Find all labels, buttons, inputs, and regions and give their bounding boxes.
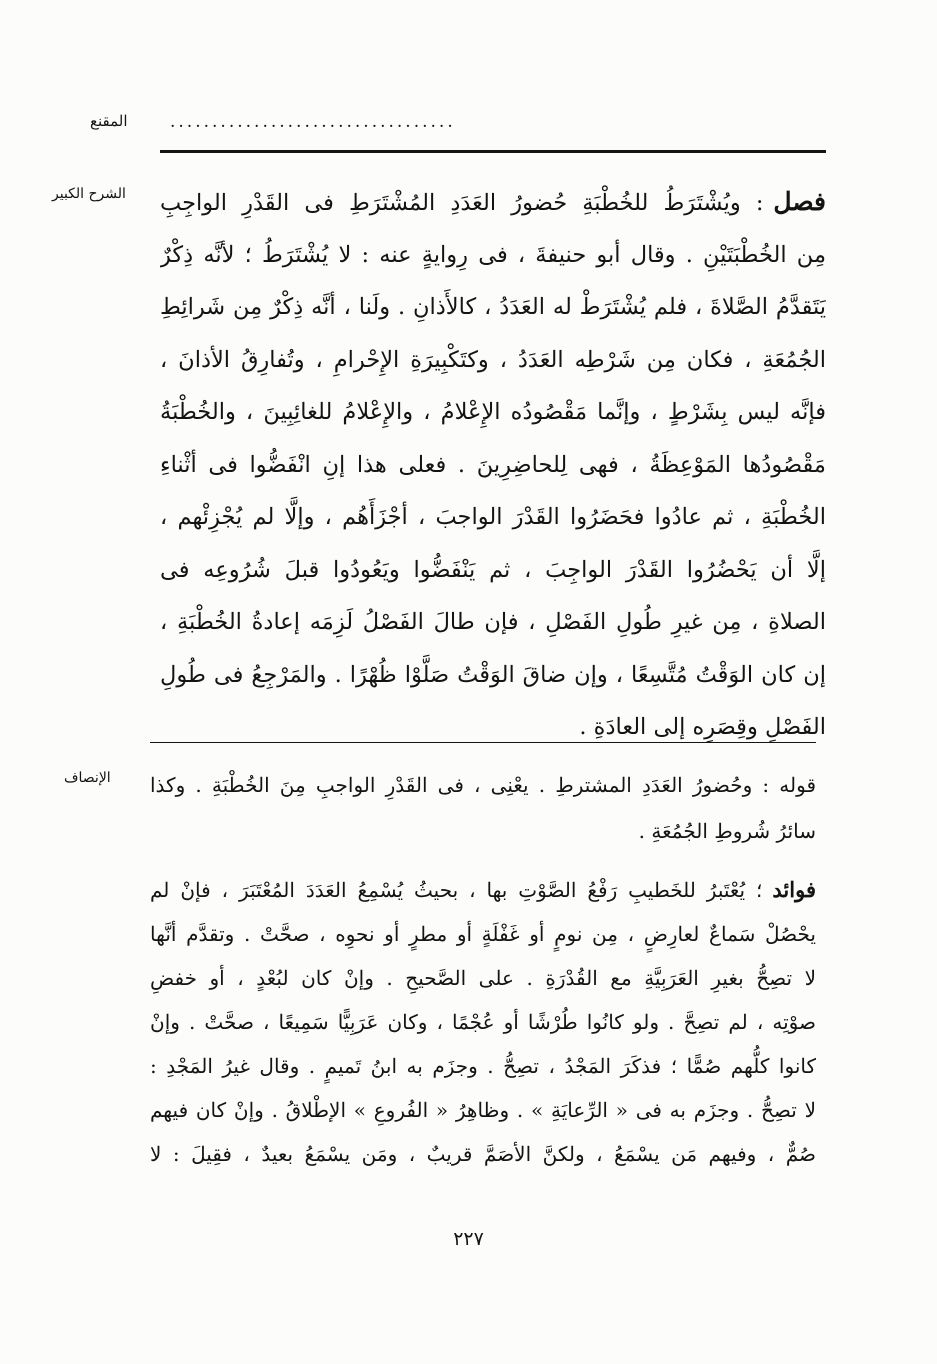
- text-line: كانوا كلُّهم صُمًّا ؛ فذكَرَ المَجْدُ ، تصِحُّ . وجزَم به ابنُ تَميمٍ . وقال غيرُ المَجْدِ :: [150, 1054, 816, 1078]
- insaf-intro: [150, 762, 816, 854]
- book-title: المقنع: [90, 112, 128, 130]
- text-line: فصل: ويُشْتَرَطُ للخُطْبَةِ حُضورُ العَدَدِ المُشْتَرَطِ فى القَدْرِ الواجِبِ: [160, 187, 826, 216]
- fawaid-section: [150, 868, 816, 1176]
- text-line: مَقْصُودُها المَوْعِظَةُ ، فهى لِلحاضِرِينَ . فعلى هذا إنِ انْفَضُّوا فى أثْناءِ: [160, 451, 826, 478]
- text-line: لا تصِحُّ بغيرِ العَرَبِيَّةِ مع القُدْرَةِ . على الصَّحيحِ . وإنْ كان لبُعْدٍ ، أو خفضِ: [150, 966, 816, 990]
- text-line: إلَّا أن يَحْضُرُوا القَدْرَ الواجِبَ ، ثم يَنْفَضُّوا ويَعُودُوا قبلَ شُرُوعِه فى: [160, 556, 826, 583]
- text-line: سائرُ شُروطِ الجُمُعَةِ .: [638, 819, 816, 843]
- running-head: [0, 0, 937, 170]
- text-line: مِن الخُطْبَتَيْنِ . وقال أبو حنيفةَ ، فى رِوايةٍ عنه : لا يُشْتَرَطُ ؛ لأنَّه ذِكْرٌ: [160, 241, 826, 268]
- page-number: ٢٢٧: [453, 1228, 484, 1250]
- text-line: الخُطْبَةِ ، ثم عادُوا فحَضَرُوا القَدْرَ الواجبَ ، أجْزَأَهُم ، وإلَّا لم يُجْزِئْهم ،: [160, 504, 826, 530]
- text-line: صوْتِه ، لم تصِحَّ . ولو كانُوا طُرْشًا أو عُجْمًا ، وكان عَرَبِيًّا سَمِيعًا ، صحَّتْ . وإنْ: [150, 1010, 816, 1034]
- text-line: قوله : وحُضورُ العَدَدِ المشترطِ . يعْنِى ، فى القَدْرِ الواجبِ مِنَ الخُطْبَةِ . وكذا: [150, 773, 816, 797]
- text-line: الفَصْلِ وقِصَرِه إلى العادَةِ .: [579, 714, 826, 740]
- text-line: يحْصُلْ سَماعٌ لعارِضٍ ، مِن نومٍ أو غَفْلَةٍ أو مطرٍ أو نحوِه ، صحَّتْ . وتقدَّم أنَّها: [150, 922, 816, 946]
- text-line: فوائد؛ يُعْتَبرُ للخَطيبِ رَفْعُ الصَّوْتِ بها ، بحيثُ يُسْمِعُ العَدَدَ المُعْتَبَرَ ، فإنْ لم: [150, 877, 816, 902]
- text-line: يَتَقدَّمُ الصَّلاةَ ، فلم يُشْتَرَطْ له العَدَدُ ، كالأَذانِ . ولَنا ، أنَّه ذِكْرٌ مِن شَرائِطِ: [160, 294, 826, 320]
- text-line: إن كان الوَقْتُ مُتَّسِعًا ، وإن ضاقَ الوَقْتُ صَلَّوْا ظُهْرًا . والمَرْجِعُ فى طُولِ: [160, 661, 826, 688]
- text-line: لا تصِحُّ . وجزَم به فى « الرِّعايَةِ » . وظاهِرُ « الفُروعِ » الإطْلاقُ . وإنْ كان فيهم: [150, 1098, 816, 1122]
- leader-dots: ..................................: [170, 112, 456, 132]
- fawaid-lead: فوائد: [772, 877, 816, 902]
- text-line: الصلاةِ ، مِن غيرِ طُولِ الفَصْلِ ، فإن طالَ الفَصْلُ لَزِمَه إعادةُ الخُطْبَةِ ،: [160, 609, 826, 635]
- margin-label-sharh: الشرح الكبير: [52, 186, 126, 202]
- section-divider: [150, 742, 816, 743]
- text-line: فإنَّه ليس بِشَرْطٍ ، وإنَّما مَقْصُودُه الإِعْلامُ ، والإِعْلامُ للغائِبِينَ ، والخُطْبَةُ: [160, 399, 826, 425]
- header-rule: [160, 150, 826, 153]
- margin-label-insaf: الإنصاف: [64, 770, 111, 786]
- text-line: الجُمُعَةِ ، فكان مِن شَرْطِه العَدَدُ ، وكتَكْبِيرَةِ الإِحْرامِ ، وتُفارِقُ الأذانَ ،: [160, 346, 826, 373]
- sharh-section: [160, 176, 826, 754]
- text-line: صُمٌّ ، وفيهم مَن يسْمَعُ ، ولكنَّ الأصَمَّ قريبٌ ، ومَن يسْمَعُ بعيدٌ ، فقِيلَ : لا: [150, 1142, 816, 1166]
- section-lead: فصل: [773, 187, 826, 216]
